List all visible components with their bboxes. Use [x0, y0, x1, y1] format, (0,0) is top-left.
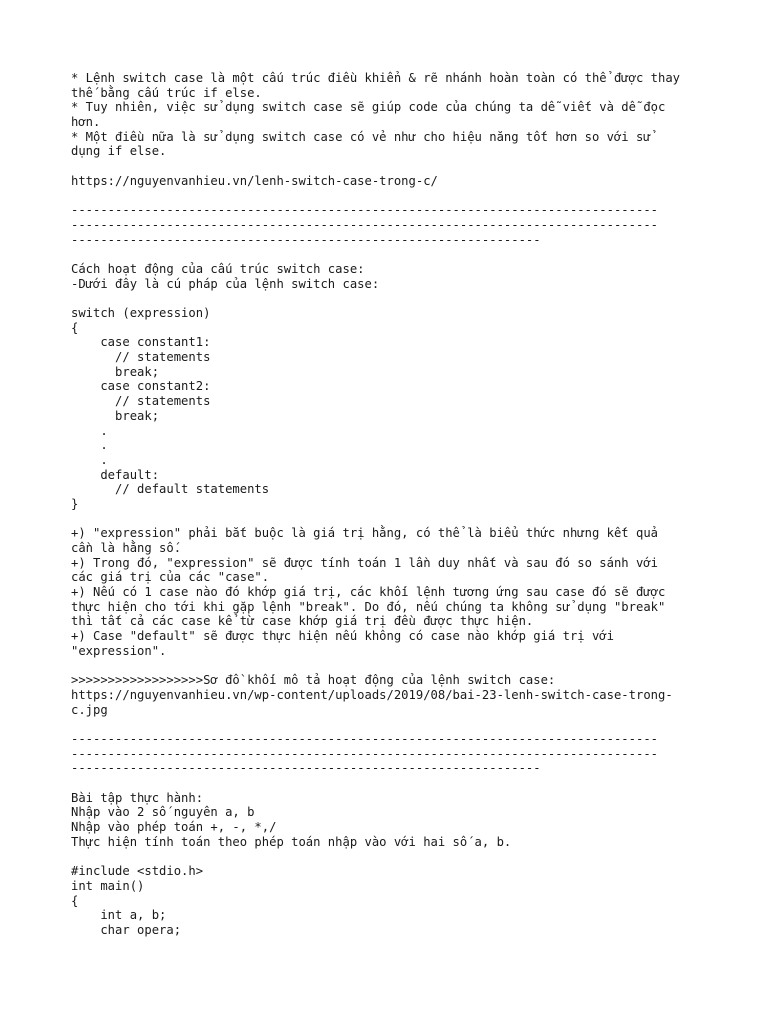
text-line — [71, 659, 701, 674]
text-line: hơn. — [71, 115, 101, 130]
text-line: } — [71, 496, 79, 511]
text-line: ---------------------------------------------------------------- — [71, 761, 541, 776]
text-line: int a, b; — [71, 908, 167, 923]
text-line: c.jpg — [71, 702, 108, 717]
text-line: switch (expression) — [71, 306, 211, 320]
text-line: thực hiện cho tới khi gặp lệnh "break". Do đó, nếu chúng ta không sử dụng "break" — [71, 599, 666, 614]
text-line: . — [71, 423, 108, 438]
text-line: case constant1: — [71, 335, 211, 350]
text-line: // statements — [71, 350, 211, 365]
text-line — [71, 189, 701, 204]
text-line: * Lệnh switch case là một cấu trúc điều khiển & rẽ nhánh hoàn toàn có thể được thay — [71, 71, 681, 85]
text-line — [71, 512, 701, 527]
text-line: { — [71, 893, 79, 908]
text-line: break; — [71, 408, 160, 423]
text-line: { — [71, 320, 79, 335]
text-line: +) Trong đó, "expression" sẽ được tính toán 1 lần duy nhất và sau đó so sánh với — [71, 555, 658, 570]
text-line: +) "expression" phải bắt buộc là giá trị hằng, có thể là biểu thức nhưng kết quả — [71, 526, 658, 541]
text-line: -------------------------------------------------------------------------------- — [71, 217, 658, 232]
text-line: Nhập vào phép toán +, -, *,/ — [71, 820, 277, 835]
text-line: >>>>>>>>>>>>>>>>>>Sơ đồ khối mô tả hoạt động của lệnh switch case: — [71, 673, 556, 688]
text-line: . — [71, 452, 108, 467]
text-line — [71, 291, 701, 306]
text-line: Nhập vào 2 số nguyên a, b — [71, 805, 255, 820]
text-line: -------------------------------------------------------------------------------- — [71, 731, 658, 746]
text-line: case constant2: — [71, 379, 211, 394]
text-line: default: — [71, 467, 160, 482]
text-line: -------------------------------------------------------------------------------- — [71, 203, 658, 218]
text-line: thế bằng cấu trúc if else. — [71, 85, 262, 100]
text-line — [71, 247, 701, 262]
text-line: https://nguyenvanhieu.vn/wp-content/uploads/2019/08/bai-23-lenh-switch-case-trong- — [71, 687, 673, 702]
text-line: -------------------------------------------------------------------------------- — [71, 746, 658, 761]
text-line: break; — [71, 364, 160, 379]
text-line: // statements — [71, 394, 211, 409]
text-line: -Dưới đây là cú pháp của lệnh switch case: — [71, 276, 380, 291]
text-line: #include <stdio.h> — [71, 864, 204, 879]
text-line: các giá trị của các "case". — [71, 570, 270, 585]
text-line: * Một điều nữa là sử dụng switch case có vẻ như cho hiệu năng tốt hơn so với sử — [71, 129, 651, 144]
text-line: ---------------------------------------------------------------- — [71, 232, 541, 247]
text-line: +) Case "default" sẽ được thực hiện nếu không có case nào khớp giá trị với — [71, 629, 614, 644]
text-line: thì tất cả các case kể từ case khớp giá trị đều được thực hiện. — [71, 614, 534, 629]
text-line — [71, 159, 701, 174]
text-line: Bài tập thực hành: — [71, 790, 204, 805]
text-line: +) Nếu có 1 case nào đó khớp giá trị, các khối lệnh tương ứng sau case đó sẽ được — [71, 585, 666, 600]
text-line: int main() — [71, 878, 145, 893]
text-line: Thực hiện tính toán theo phép toán nhập vào với hai số a, b. — [71, 834, 512, 849]
text-line — [71, 849, 701, 864]
text-line: char opera; — [71, 922, 182, 937]
text-line: . — [71, 438, 108, 453]
text-line: cần là hằng số. — [71, 541, 182, 555]
text-line — [71, 717, 701, 732]
text-line: https://nguyenvanhieu.vn/lenh-switch-case-trong-c/ — [71, 173, 438, 188]
text-line: * Tuy nhiên, việc sử dụng switch case sẽ giúp code của chúng ta dễ viết và dễ đọc — [71, 100, 666, 115]
text-line: dụng if else. — [71, 144, 167, 159]
document-page — [71, 71, 701, 938]
text-line: Cách hoạt động của cấu trúc switch case: — [71, 261, 365, 276]
text-line: "expression". — [71, 643, 167, 658]
text-line — [71, 776, 701, 791]
text-line: // default statements — [71, 482, 270, 497]
